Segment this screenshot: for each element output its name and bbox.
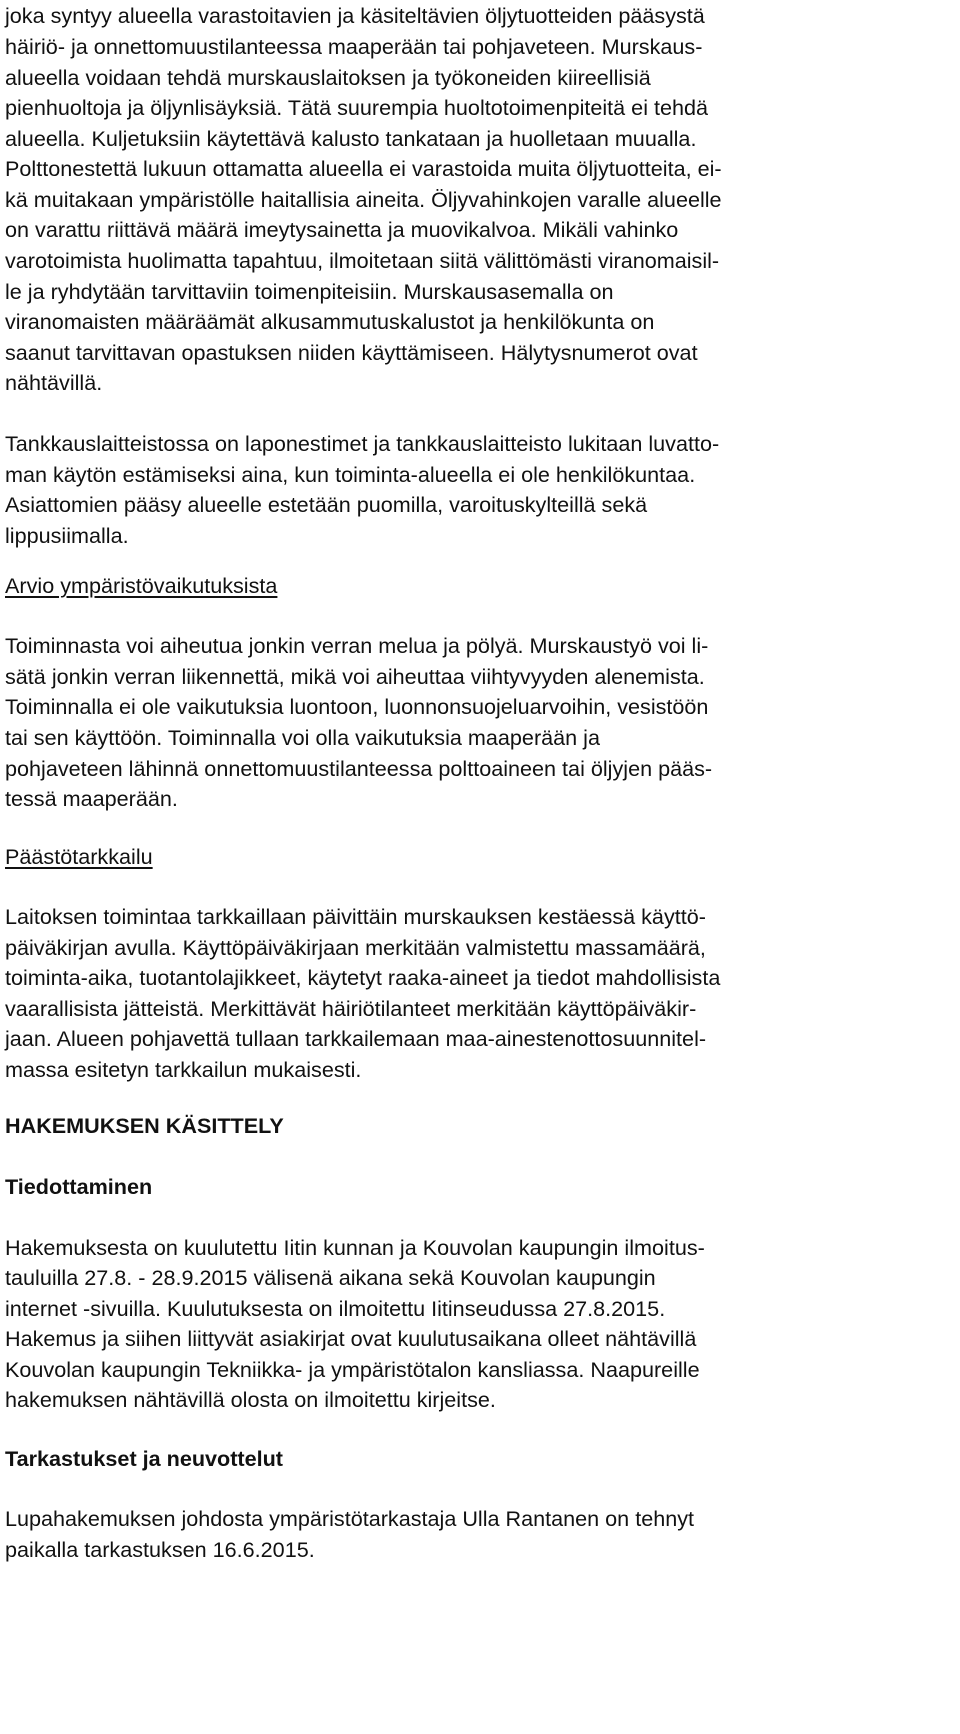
- text-line: Polttonestettä lukuun ottamatta alueella ei varastoida muita öljytuotteita, ei-: [5, 156, 722, 181]
- text-line: alueella voidaan tehdä murskauslaitoksen ja työkoneiden kiireellisiä: [5, 65, 651, 90]
- text-line: Lupahakemuksen johdosta ympäristötarkastaja Ulla Rantanen on tehnyt: [5, 1506, 695, 1531]
- text-line: massa esitetyn tarkkailun mukaisesti.: [5, 1057, 362, 1082]
- text-line: nähtävillä.: [5, 370, 103, 395]
- text-line: kä muitakaan ympäristölle haitallisia aineita. Öljyvahinkojen varalle alueelle: [5, 187, 722, 212]
- subsection-heading-inspections: Tarkastukset ja neuvottelut: [5, 1446, 283, 1471]
- text-line: viranomaisten määräämät alkusammutuskalustot ja henkilökunta on: [5, 309, 655, 334]
- text-line: jaan. Alueen pohjavettä tullaan tarkkailemaan maa-ainestenottosuunnitel-: [5, 1026, 707, 1051]
- text-line: pienhuoltoja ja öljynlisäyksiä. Tätä suurempia huoltotoimenpiteitä ei tehdä: [5, 95, 709, 120]
- text-line: Laitoksen toimintaa tarkkaillaan päivittäin murskauksen kestäessä käyttö-: [5, 904, 706, 929]
- text-line: tai sen käyttöön. Toiminnalla voi olla vaikutuksia maaperään ja: [5, 725, 600, 750]
- section-heading-application-processing: HAKEMUKSEN KÄSITTELY: [5, 1113, 284, 1138]
- text-line: Tankkauslaitteistossa on laponestimet ja tankkauslaitteisto lukitaan luvatto-: [5, 431, 720, 456]
- text-line: tessä maaperään.: [5, 786, 178, 811]
- text-line: Toiminnasta voi aiheutua jonkin verran melua ja pölyä. Murskaustyö voi li-: [5, 633, 709, 658]
- text-line: päiväkirjan avulla. Käyttöpäiväkirjaan merkitään valmistettu massamäärä,: [5, 935, 706, 960]
- text-line: hakemuksen nähtävillä olosta on ilmoitettu kirjeitse.: [5, 1387, 496, 1412]
- text-line: Hakemus ja siihen liittyvät asiakirjat ovat kuulutusaikana olleet nähtävillä: [5, 1326, 697, 1351]
- text-line: le ja ryhdytään tarvittaviin toimenpiteisiin. Murskausasemalla on: [5, 279, 614, 304]
- text-line: varotoimista huolimatta tapahtuu, ilmoitetaan siitä välittömästi viranomaisil-: [5, 248, 720, 273]
- section-heading-emission-monitoring: Päästötarkkailu: [5, 844, 153, 869]
- text-line: saanut tarvittavan opastuksen niiden käyttämiseen. Hälytysnumerot ovat: [5, 340, 698, 365]
- text-line: toiminta-aika, tuotantolajikkeet, käytetyt raaka-aineet ja tiedot mahdollisista: [5, 965, 721, 990]
- text-line: Kouvolan kaupungin Tekniikka- ja ympäristötalon kansliassa. Naapureille: [5, 1357, 700, 1382]
- text-line: pohjaveteen lähinnä onnettomuustilanteessa polttoaineen tai öljyjen pääs-: [5, 756, 713, 781]
- text-line: häiriö- ja onnettomuustilanteessa maaperään tai pohjaveteen. Murskaus-: [5, 34, 703, 59]
- text-line: lippusiimalla.: [5, 523, 129, 548]
- text-line: on varattu riittävä määrä imeytysainetta ja muovikalvoa. Mikäli vahinko: [5, 217, 679, 242]
- text-line: Hakemuksesta on kuulutettu Iitin kunnan ja Kouvolan kaupungin ilmoitus-: [5, 1235, 705, 1260]
- text-line: man käytön estämiseksi aina, kun toiminta-alueella ei ole henkilökuntaa.: [5, 462, 696, 487]
- text-line: tauluilla 27.8. - 28.9.2015 välisenä aikana sekä Kouvolan kaupungin: [5, 1265, 656, 1290]
- text-line: Toiminnalla ei ole vaikutuksia luontoon, luonnonsuojeluarvoihin, vesistöön: [5, 694, 709, 719]
- text-line: internet -sivuilla. Kuulutuksesta on ilmoitettu Iitinseudussa 27.8.2015.: [5, 1296, 666, 1321]
- section-heading-environmental-impact: Arvio ympäristövaikutuksista: [5, 573, 278, 598]
- text-line: paikalla tarkastuksen 16.6.2015.: [5, 1537, 315, 1562]
- text-line: vaarallisista jätteistä. Merkittävät häiriötilanteet merkitään käyttöpäiväkir-: [5, 996, 697, 1021]
- text-line: sätä jonkin verran liikennettä, mikä voi aiheuttaa viihtyvyyden alenemista.: [5, 664, 705, 689]
- text-line: Asiattomien pääsy alueelle estetään puomilla, varoituskylteillä sekä: [5, 492, 648, 517]
- subsection-heading-announcement: Tiedottaminen: [5, 1174, 153, 1199]
- text-line: joka syntyy alueella varastoitavien ja käsiteltävien öljytuotteiden pääsystä: [5, 3, 705, 28]
- text-line: alueella. Kuljetuksiin käytettävä kalusto tankataan ja huolletaan muualla.: [5, 126, 697, 151]
